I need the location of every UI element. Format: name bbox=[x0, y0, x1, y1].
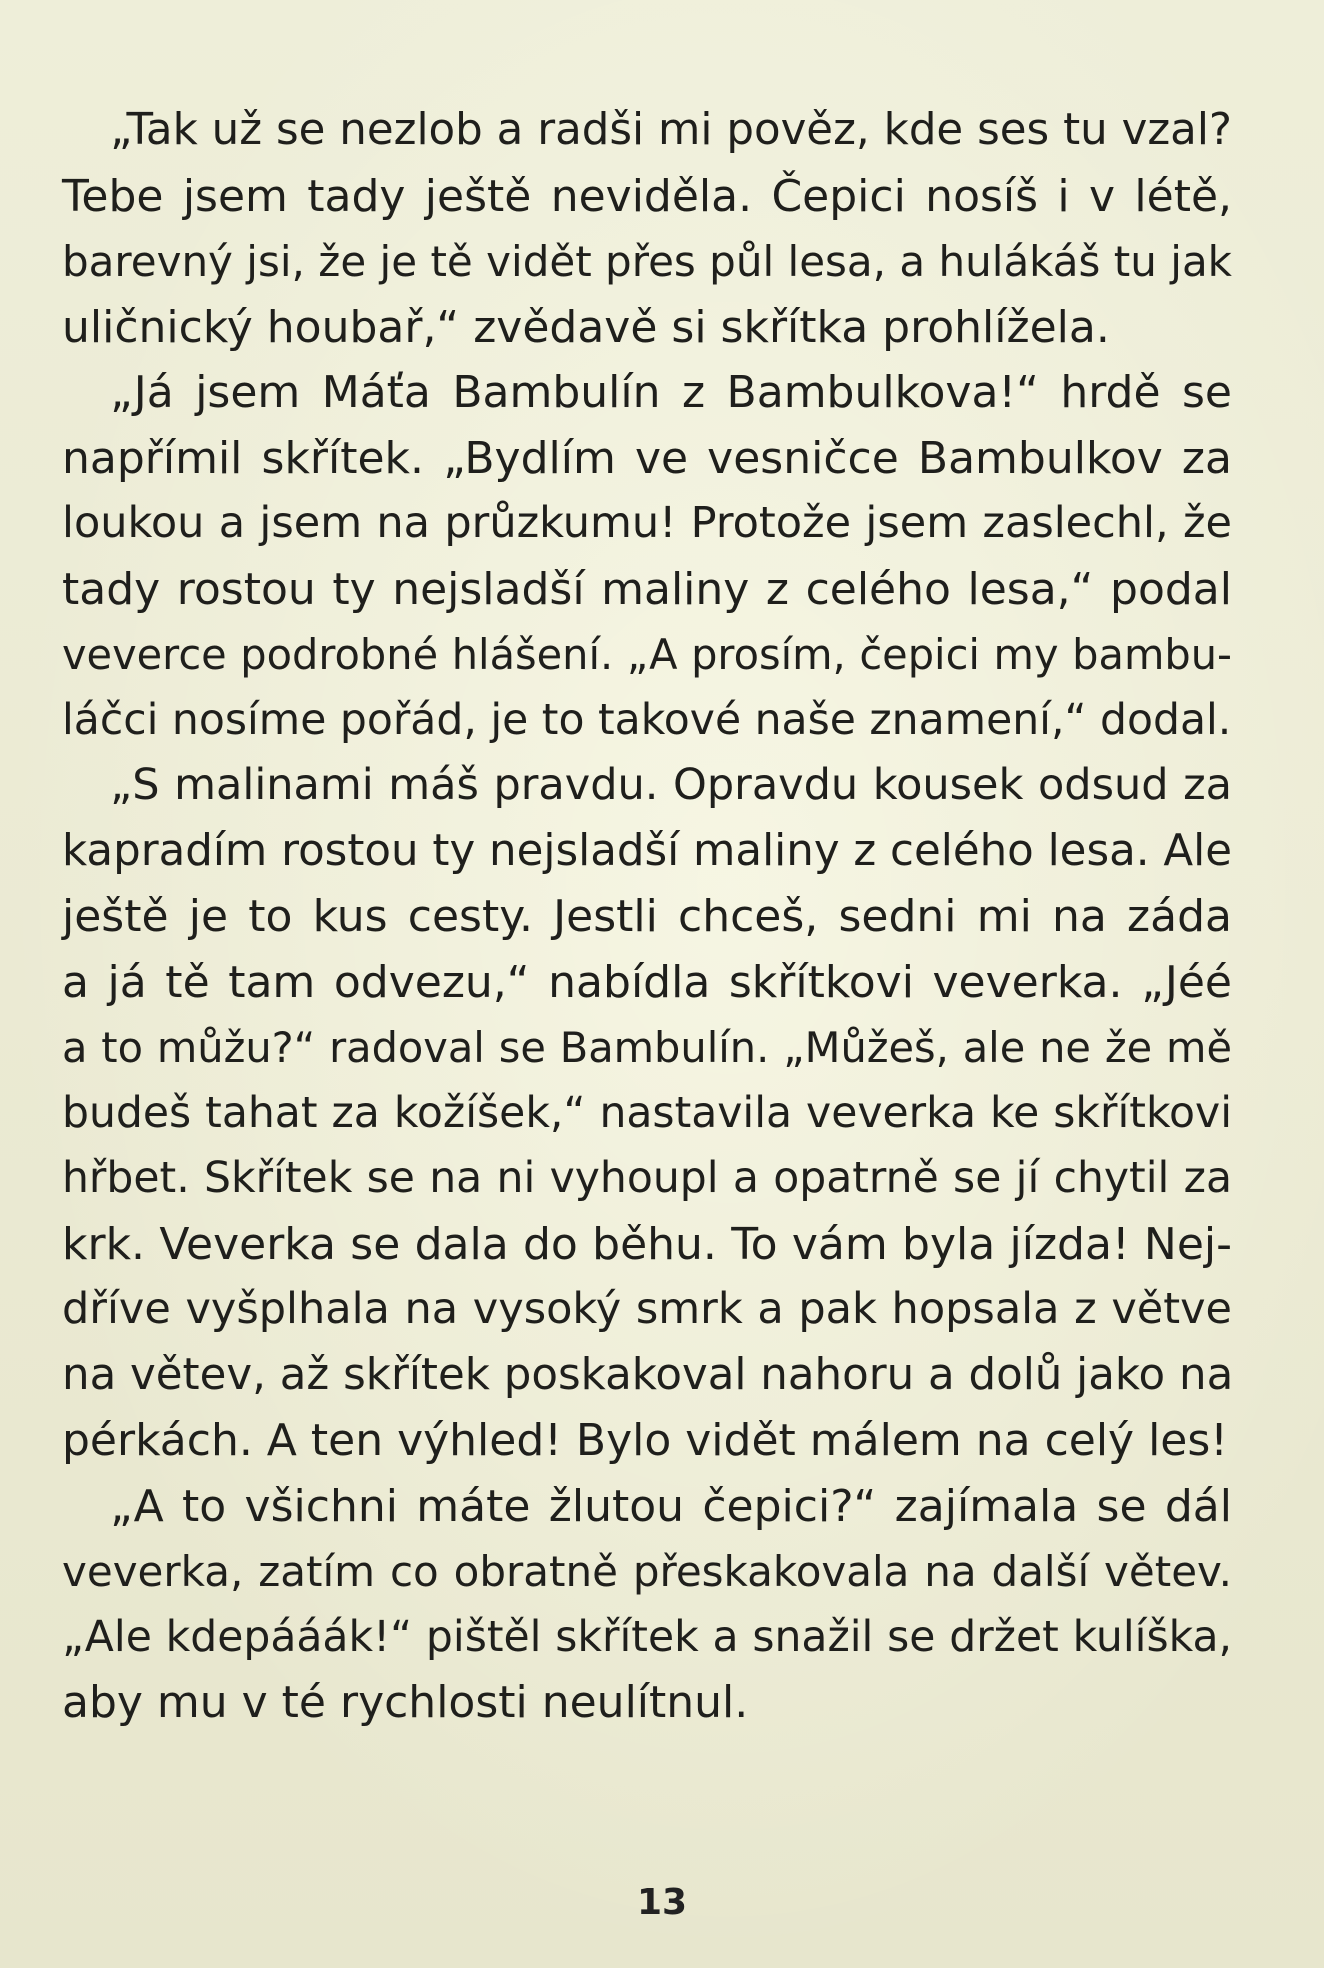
text-line: uličnický houbař,“ zvědavě si skřítka prohlížela. bbox=[62, 301, 1110, 353]
text-line: a já tě tam odvezu,“ nabídla skřítkovi veverka. „Jéé bbox=[62, 956, 1232, 1008]
body-text bbox=[62, 98, 1232, 1736]
text-line: a to můžu?“ radoval se Bambulín. „Můžeš, ale ne že mě bbox=[62, 1023, 1232, 1072]
page-number: 13 bbox=[636, 1882, 688, 1923]
text-line: „Ale kdepááák!“ pištěl skřítek a snažil se držet kulíška, bbox=[62, 1612, 1232, 1662]
text-line: tady rostou ty nejsladší maliny z celého lesa,“ podal bbox=[62, 563, 1232, 615]
text-line: Tebe jsem tady ještě neviděla. Čepici nosíš i v létě, bbox=[62, 170, 1232, 222]
text-line: budeš tahat za kožíšek,“ nastavila veverka ke skřítkovi bbox=[62, 1088, 1232, 1138]
text-line: veverce podrobné hlášení. „A prosím, čepici my bambu- bbox=[62, 630, 1232, 679]
text-line: aby mu v té rychlosti neulítnul. bbox=[62, 1677, 749, 1728]
text-line: veverka, zatím co obratně přeskakovala na další větev. bbox=[62, 1547, 1232, 1596]
text-line: pérkách. A ten výhled! Bylo vidět málem na celý les! bbox=[62, 1415, 1228, 1466]
text-line: „Tak už se nezlob a radši mi pověz, kde ses tu vzal? bbox=[110, 105, 1232, 155]
text-line: láčci nosíme pořád, je to takové naše znamení,“ dodal. bbox=[62, 695, 1232, 745]
text-line: „A to všichni máte žlutou čepici?“ zajímala se dál bbox=[110, 1480, 1232, 1532]
text-line: barevný jsi, že je tě vidět přes půl lesa, a hulákáš tu jak bbox=[62, 237, 1232, 286]
text-line: loukou a jsem na průzkumu! Protože jsem zaslechl, že bbox=[62, 498, 1232, 548]
text-line: krk. Veverka se dala do běhu. To vám byla jízda! Nej- bbox=[62, 1218, 1232, 1270]
text-line: dříve vyšplhala na vysoký smrk a pak hopsala z větve bbox=[62, 1284, 1232, 1334]
text-line: napřímil skřítek. „Bydlím ve vesničce Bambulkov za bbox=[62, 432, 1232, 484]
text-line: ještě je to kus cesty. Jestli chceš, sedni mi na záda bbox=[62, 891, 1232, 942]
text-line: „S malinami máš pravdu. Opravdu kousek odsud za bbox=[110, 760, 1232, 810]
text-line: na větev, až skřítek poskakoval nahoru a dolů jako na bbox=[62, 1349, 1234, 1400]
text-line: „Já jsem Máťa Bambulín z Bambulkova!“ hrdě se bbox=[110, 367, 1232, 418]
text-line: hřbet. Skřítek se na ni vyhoupl a opatrně se jí chytil za bbox=[62, 1154, 1232, 1203]
text-line: kapradím rostou ty nejsladší maliny z celého lesa. Ale bbox=[62, 825, 1233, 876]
